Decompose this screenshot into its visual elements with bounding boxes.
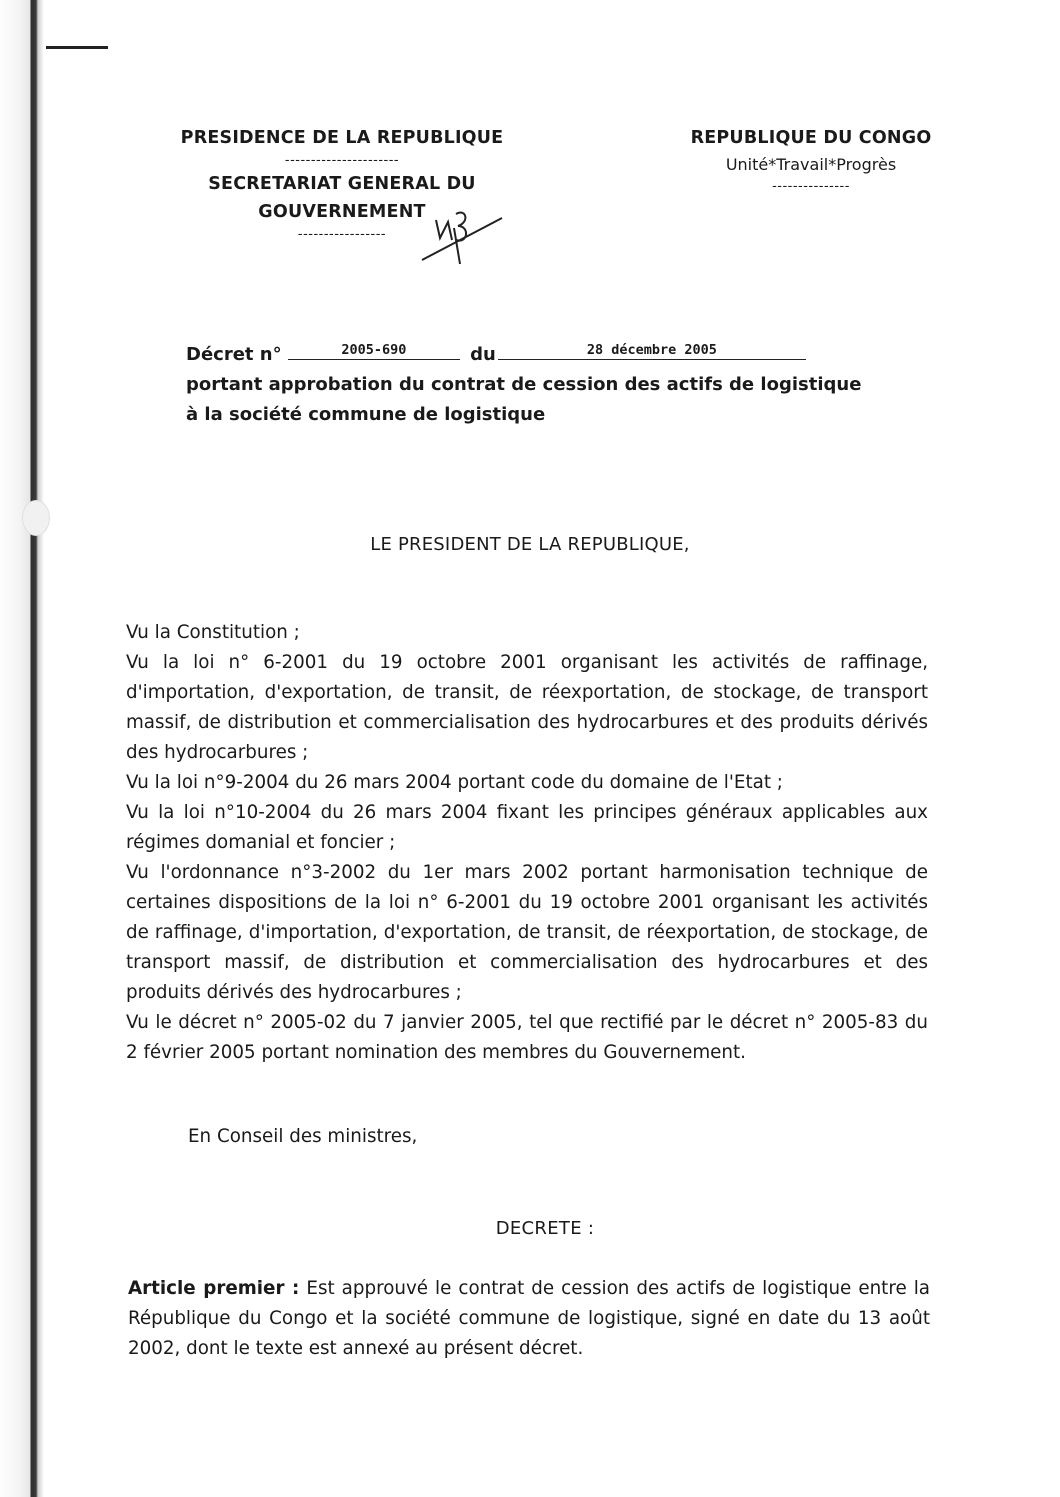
article-text: Est approuvé le contrat de cession des actifs de logistique entre la République du Congo et la société commune de logistique, signé en date du 13 août 2002, dont le texte est annexé au présent décret. [128, 1278, 930, 1359]
article-label: Article premier : [128, 1278, 300, 1299]
country-heading: REPUBLIQUE DU CONGO [690, 128, 932, 148]
visa-loi-10-2004: Vu la loi n°10-2004 du 26 mars 2004 fixant les principes généraux applicables aux régimes domanial et foncier ; [126, 802, 928, 853]
decree-subject-line-2: à la société commune de logistique [186, 404, 546, 425]
header-left-divider-2: ----------------- [297, 227, 387, 242]
handwritten-initials [418, 200, 508, 270]
decree-title-block [186, 340, 906, 430]
visa-loi-6-2001: Vu la loi n° 6-2001 du 19 octobre 2001 organisant les activités de raffinage, d'importation, d'exportation, de transit, de réexportation, de stockage, de transport massif, de distribution et commercialisation des hydrocarbures et des produits dérivés des hydrocarbures ; [126, 652, 928, 763]
header-right-divider: --------------- [772, 179, 850, 194]
visa-constitution: Vu la Constitution ; [126, 622, 300, 643]
visa-ordonnance-3-2002: Vu l'ordonnance n°3-2002 du 1er mars 2002 portant harmonisation technique de certaines dispositions de la loi n° 6-2001 du 19 octobre 2001 organisant les activités de raffinage, d'importation, d'exportation, de transit, de réexportation, de stockage, de transport massif, de distribution et commercialisation des hydrocarbures et des produits dérivés des hydrocarbures ; [126, 862, 928, 1003]
decree-subject-line-1: portant approbation du contrat de cession des actifs de logistique [186, 374, 862, 395]
secretariat-heading: SECRETARIAT GENERAL DU [208, 174, 476, 194]
binding-edge [0, 0, 50, 1497]
council-line: En Conseil des ministres, [188, 1126, 418, 1147]
header-left-divider: ---------------------- [284, 153, 400, 168]
decree-number-label: Décret n° [186, 344, 282, 365]
decree-date-field: 28 décembre 2005 [498, 341, 806, 360]
gouvernement-heading: GOUVERNEMENT [258, 202, 426, 222]
visa-loi-9-2004: Vu la loi n°9-2004 du 26 mars 2004 portant code du domaine de l'Etat ; [126, 772, 783, 793]
presidence-heading: PRESIDENCE DE LA REPUBLIQUE [180, 128, 504, 148]
header-right-block [680, 124, 942, 196]
decrete-heading: DECRETE : [495, 1218, 595, 1239]
margin-mark [46, 46, 108, 49]
national-motto: Unité*Travail*Progrès [725, 155, 897, 174]
decree-date-label: du [470, 344, 496, 365]
punch-hole [22, 500, 50, 536]
decree-number-field: 2005-690 [288, 341, 460, 360]
decree-number-row [186, 340, 906, 370]
visas-list [126, 618, 928, 1068]
visa-decret-2005-02: Vu le décret n° 2005-02 du 7 janvier 2005, tel que rectifié par le décret n° 2005-83 du 2 février 2005 portant nomination des membres du Gouvernement. [126, 1012, 928, 1063]
article-premier [128, 1274, 930, 1364]
president-heading: LE PRESIDENT DE LA REPUBLIQUE, [370, 534, 690, 555]
